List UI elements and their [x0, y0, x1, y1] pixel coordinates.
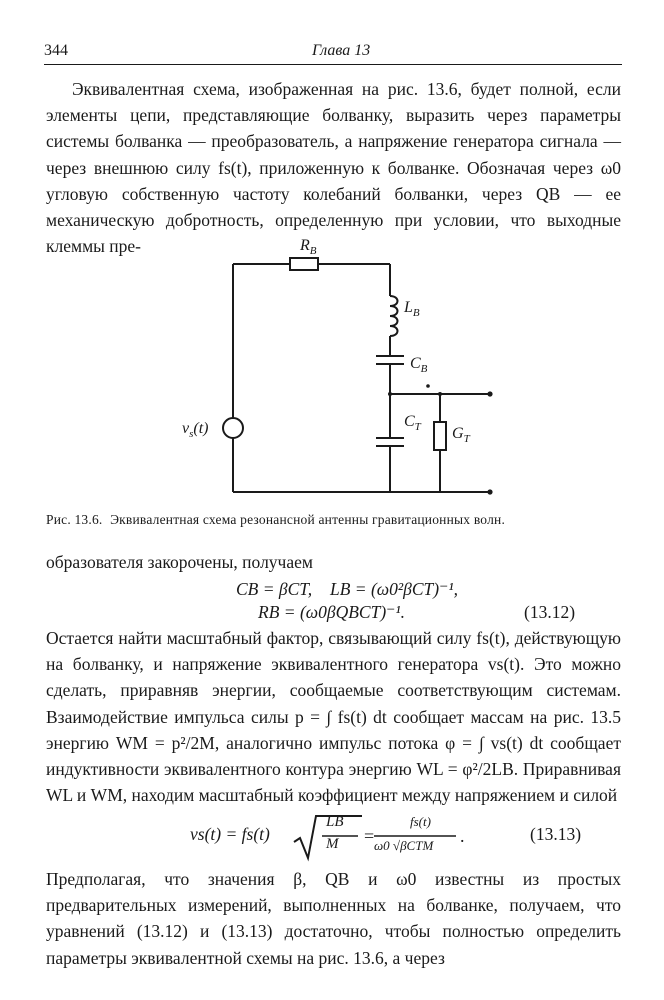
node-dot-3 [426, 384, 430, 388]
equation-13-13-lhs: vs(t) = fs(t) [190, 824, 270, 844]
equation-end-period: . [460, 826, 465, 846]
figure-caption [46, 512, 621, 528]
fraction-2-numerator: fs(t) [410, 814, 431, 829]
label-lb: $L_B$ [404, 299, 420, 319]
caption-text: Эквивалентная схема резонансной антенны гравитационных волн. [110, 512, 506, 527]
fraction-1-denominator: M [326, 836, 339, 852]
fraction-2-denominator: ω0 √βCTM [374, 838, 434, 853]
circuit-diagram [160, 228, 500, 503]
equation-13-13 [190, 812, 480, 866]
voltage-source-vs [223, 418, 243, 438]
equation-number-13-13: (13.13) [530, 824, 582, 844]
label-cb: $C_B$ [410, 355, 428, 375]
label-vs: $v_s(t)$ [182, 420, 209, 440]
fraction-1-numerator: LB [326, 814, 344, 830]
resistor-gt [434, 422, 446, 450]
resistor-rb [290, 258, 318, 270]
node-dot-1 [388, 392, 392, 396]
label-gt: $G_T$ [452, 425, 470, 445]
output-terminal-bottom [487, 489, 492, 494]
label-ct: $C_T$ [404, 413, 421, 433]
output-terminal-top [487, 391, 492, 396]
page-number: 344 [44, 42, 68, 59]
inductor-lb [390, 296, 398, 336]
paragraph-conclusion: Предполагая, что значения β, QB и ω0 известны из простых предварительных измерений, выполненных на болванке, получаем, что уравнений (13.12) и (13.13) достаточно, чтобы полностью определить параметры эквивалентной схемы на рис. 13.6, а через [46, 869, 621, 968]
equation-13-12-part3: RB = (ω0βQBCT)⁻¹. [258, 602, 406, 622]
equation-13-12-part2: LB = (ω0²βCT)⁻¹, [330, 579, 458, 599]
equation-13-12-part1: CB = βCT, [236, 579, 313, 599]
chapter-title: Глава 13 [312, 42, 371, 59]
node-dot-2 [438, 392, 442, 396]
label-rb: $R_B$ [300, 237, 317, 257]
caption-label: Рис. 13.6. [46, 512, 103, 527]
equals-sign: = [364, 826, 375, 846]
running-header [44, 40, 622, 65]
paragraph-intro: Эквивалентная схема, изображенная на рис. 13.6, будет полной, если элементы цепи, представляющие болванку, выразить через параметры системы болванка — преобразователь, а напряжение генератора сигнала — через внешнюю силу fs(t), приложенную к болванке. Обозначая через ω0 угловую собственную частоту колебаний болванки, через QB — ее механическую добротность, определенную при условии, что выходные клеммы пре- [46, 79, 621, 257]
paragraph-continuation: образователя закорочены, получаем [46, 552, 313, 572]
paragraph-scale-factor: Остается найти масштабный фактор, связывающий силу fs(t), действующую на болванку, и напряжение эквивалентного генератора vs(t). Это можно сделать, приравняв энергии, сообщаемые соответствующим системам. Взаимодействие импульса силы p = ∫ fs(t) dt сообщает массам на рис. 13.5 энергию WM = p²/2M, аналогично импульс потока φ = ∫ vs(t) dt сообщает индуктивности эквивалентного контура энергию WL = φ²/2LB. Приравнивая WL и WM, находим масштабный коэффициент между напряжением и силой [46, 628, 621, 806]
equation-number-13-12: (13.12) [524, 602, 576, 622]
